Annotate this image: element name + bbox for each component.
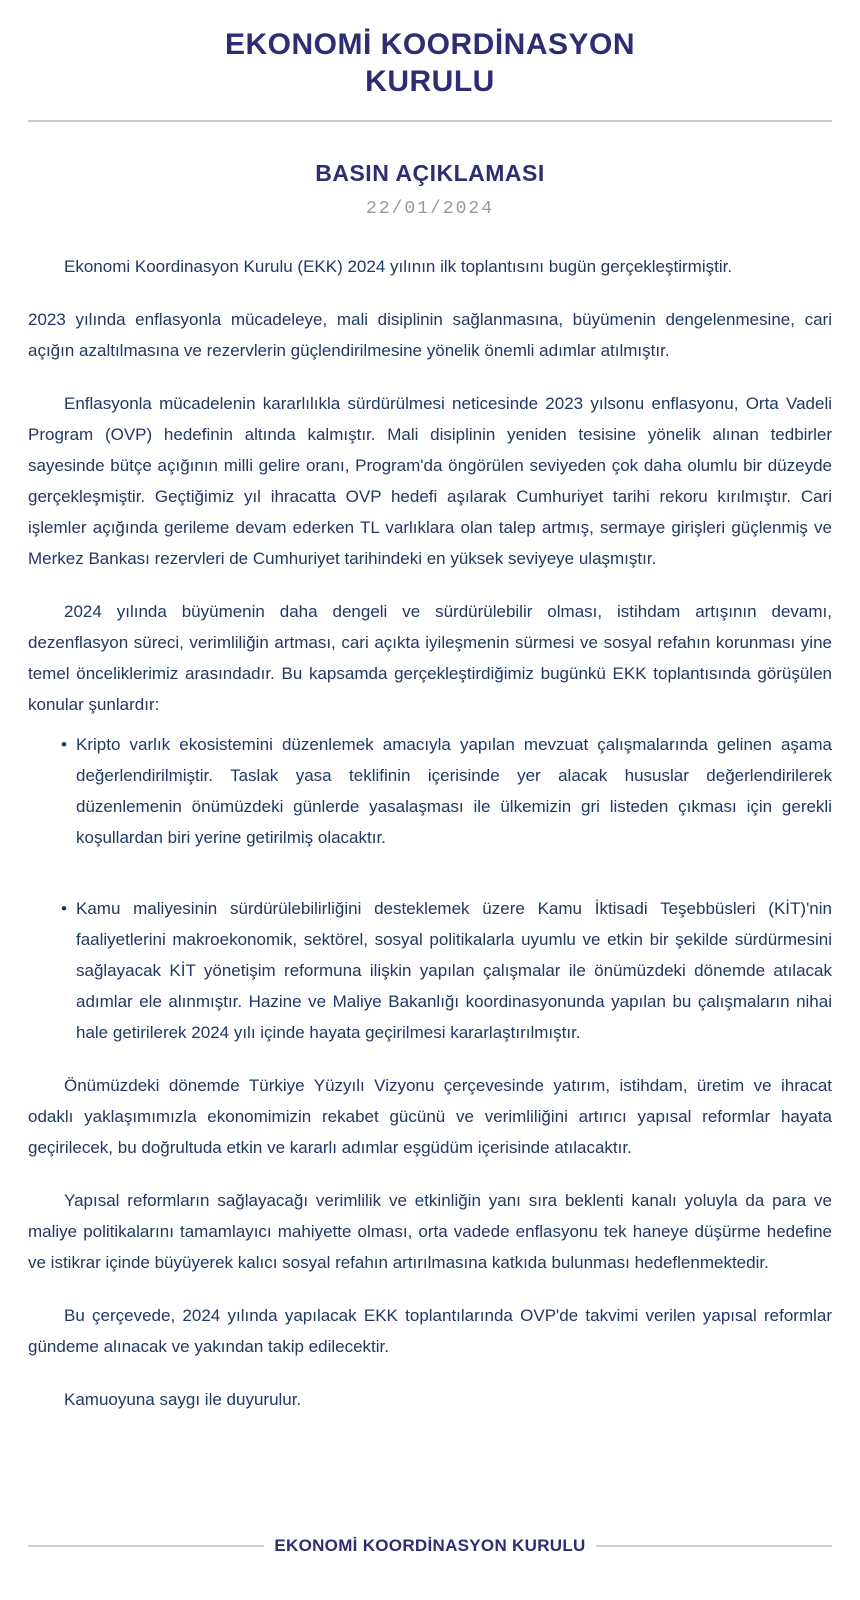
bullet-item-kit-reform xyxy=(61,893,832,1048)
paragraph-2024-priorities: 2024 yılında büyümenin daha dengeli ve sürdürülebilir olması, istihdam artışının devamı, dezenflasyon süreci, verimliliğin artması, cari açıkta iyileşmenin sürmesi ve sosyal refahın korunması yine temel önceliklerimiz arasındadır. Bu kapsamda gerçekleştirdiğimiz bugünkü EKK toplantısında görüşülen konular şunlardır: xyxy=(28,602,832,714)
bullet-text: Kripto varlık ekosistemini düzenlemek amacıyla yapılan mevzuat çalışmalarında gelinen aşama değerlendirilmiştir. Taslak yasa teklifinin içerisinde yer alacak hususlar değerlendirilerek düzenlemenin önümüzdeki günlerde yasalaşması ile ülkemizin gri listeden çıkması için gerekli koşullardan biri yerine getirilmiş olacaktır. xyxy=(76,735,832,847)
bullet-icon: • xyxy=(61,735,67,754)
document-header xyxy=(28,26,832,100)
paragraph-2023-summary: 2023 yılında enflasyonla mücadeleye, mali disiplinin sağlanmasına, büyümenin dengelenmesine, cari açığın azaltılmasına ve rezervlerin güçlendirilmesine yönelik önemli adımlar atılmıştır. xyxy=(28,310,832,360)
footer-organization-name: EKONOMİ KOORDİNASYON KURULU xyxy=(274,1536,586,1555)
footer-rule-left xyxy=(28,1545,264,1547)
header-divider xyxy=(28,120,832,122)
bullet-item-crypto xyxy=(61,729,832,853)
paragraph-vision: Önümüzdeki dönemde Türkiye Yüzyılı Vizyonu çerçevesinde yatırım, istihdam, üretim ve ihracat odaklı yaklaşımımızla ekonomimizin rekabet gücünü ve verimliliğini artırıcı yapısal reformlar hayata geçirilecek, bu doğrultuda etkin ve kararlı adımlar eşgüdüm içerisinde atılacaktır. xyxy=(28,1076,832,1157)
paragraph-structural-reforms: Yapısal reformların sağlayacağı verimlilik ve etkinliğin yanı sıra beklenti kanalı yoluyla da para ve maliye politikalarını tamamlayıcı mahiyette olması, orta vadede enflasyonu tek haneye düşürme hedefine ve istikrar içinde büyüyerek kalıcı sosyal refahın artırılmasına katkıda bulunması hedeflenmektedir. xyxy=(28,1191,832,1272)
bullet-text: Kamu maliyesinin sürdürülebilirliğini desteklemek üzere Kamu İktisadi Teşebbüsleri (KİT)'nin faaliyetlerini makroekonomik, sektörel, sosyal politikalarla uyumlu ve etkin bir şekilde sürdürmesini sağlayacak KİT yönetişim reformuna ilişkin yapılan çalışmalar ile önümüzdeki dönemde atılacak adımlar ele alınmıştır. Hazine ve Maliye Bakanlığı koordinasyonunda yapılan bu çalışmaların nihai hale getirilerek 2024 yılı içinde hayata geçirilmesi kararlaştırılmıştır. xyxy=(76,899,832,1042)
document-body xyxy=(28,251,832,1415)
organization-title: EKONOMİ KOORDİNASYON KURULU xyxy=(224,28,636,98)
paragraph-ovp-schedule: Bu çerçevede, 2024 yılında yapılacak EKK toplantılarında OVP'de takvimi verilen yapısal reformlar gündeme alınacak ve yakından takip edilecektir. xyxy=(28,1306,832,1356)
bullet-icon: • xyxy=(61,899,67,918)
footer-rule-right xyxy=(596,1545,832,1547)
paragraph-sign-off: Kamuoyuna saygı ile duyurulur. xyxy=(64,1390,302,1409)
document-footer xyxy=(28,1536,832,1556)
paragraph-inflation-results: Enflasyonla mücadelenin kararlılıkla sürdürülmesi neticesinde 2023 yılsonu enflasyonu, Orta Vadeli Program (OVP) hedefinin altında kalmıştır. Mali disiplinin yeniden tesisine yönelik alınan tedbirler sayesinde bütçe açığının milli gelire oranı, Program'da öngörülen seviyeden çok daha olumlu bir düzeyde gerçekleşmiştir. Geçtiğimiz yıl ihracatta OVP hedefi aşılarak Cumhuriyet tarihi rekoru kırılmıştır. Cari işlemler açığında gerileme devam ederken TL varlıklara olan talep artmış, sermaye girişleri güçlenmiş ve Merkez Bankası rezervleri de Cumhuriyet tarihindeki en yüksek seviyeye ulaşmıştır. xyxy=(28,394,832,568)
paragraph-opening: Ekonomi Koordinasyon Kurulu (EKK) 2024 yılının ilk toplantısını bugün gerçekleştirmiştir. xyxy=(64,257,733,276)
press-release-heading: BASIN AÇIKLAMASI xyxy=(315,160,545,186)
agenda-bullet-list xyxy=(28,729,832,1048)
press-release-date: 22/01/2024 xyxy=(365,199,495,219)
